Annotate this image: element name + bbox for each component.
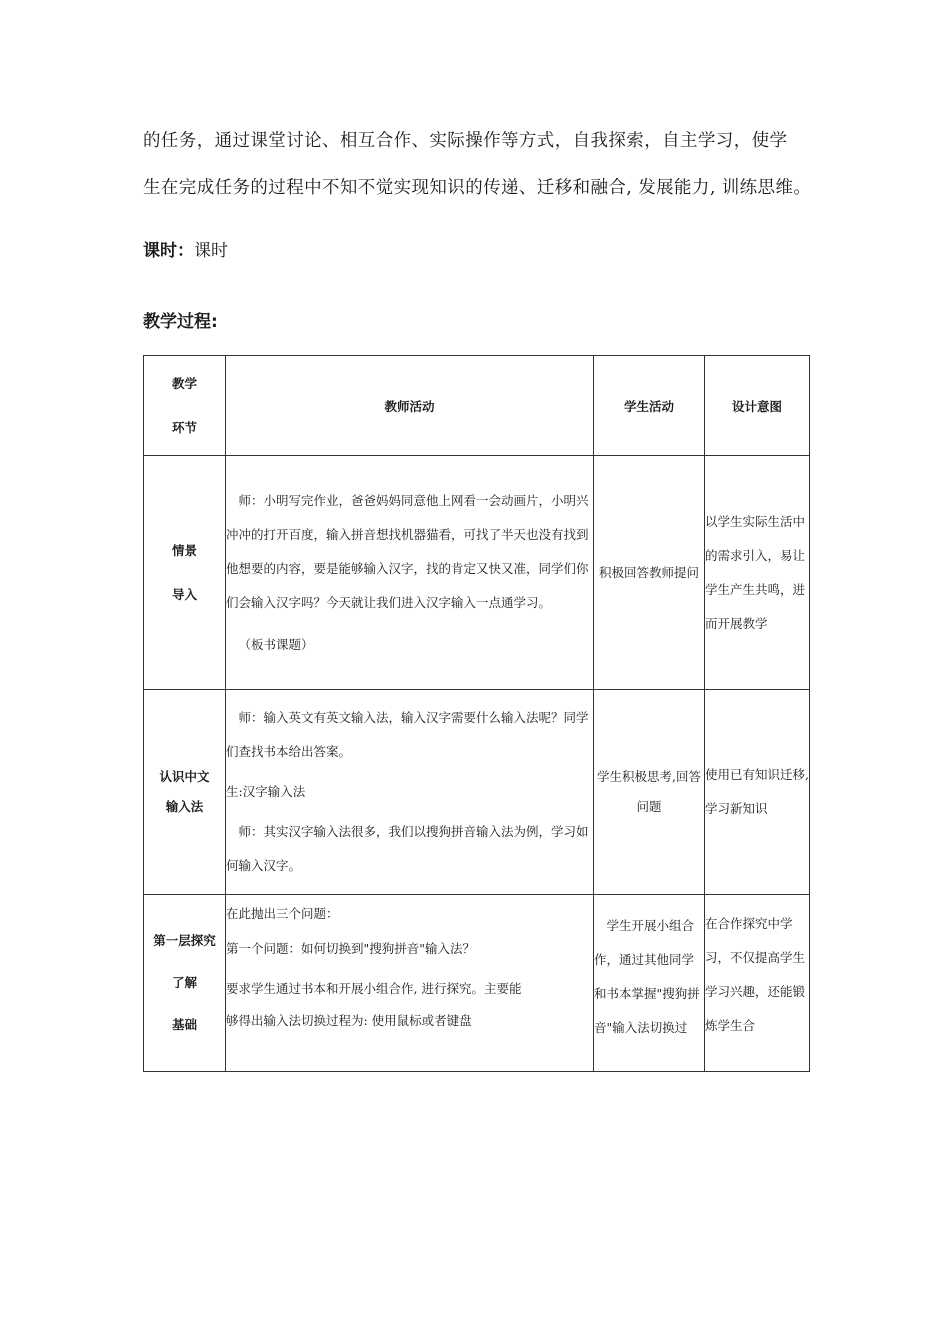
header-stage xyxy=(144,356,226,456)
table-row xyxy=(144,690,810,895)
stage-cell xyxy=(144,456,226,690)
header-design: 设计意图 xyxy=(705,356,810,456)
teaching-process-heading: 教学过程: xyxy=(143,312,218,332)
design-intent-cell: 以学生实际生活中的需求引入，易让学生产生共鸣，进而开展教学 xyxy=(705,456,810,690)
lesson-hours-label: 课时： xyxy=(143,241,194,261)
teacher-text: 生:汉字输入法 xyxy=(226,784,306,799)
student-activity-cell: 学生积极思考,回答问题 xyxy=(594,690,705,895)
lesson-hours-value: 课时 xyxy=(194,241,228,261)
stage-cell xyxy=(144,895,226,1072)
student-activity-cell: 学生开展小组合作，通过其他同学和书本掌握"搜狗拼音"输入法切换过 xyxy=(594,895,705,1072)
stage-line: 第一层探究 xyxy=(153,933,216,948)
stage-cell xyxy=(144,690,226,895)
table-row xyxy=(144,895,810,1072)
teacher-activity-cell xyxy=(226,690,594,895)
intro-line: 的任务，通过课堂讨论、相互合作、实际操作等方式，自我探索，自主学习，使学 xyxy=(143,131,788,151)
lesson-hours xyxy=(143,236,228,261)
stage-line: 导入 xyxy=(171,586,197,602)
teacher-text: 师：其实汉字输入法很多，我们以搜狗拼音输入法为例，学习如何输入汉字。 xyxy=(226,824,589,873)
teacher-activity-cell xyxy=(226,895,594,1072)
teacher-activity-cell xyxy=(226,456,594,690)
teacher-text: 第一个问题：如何切换到"搜狗拼音"输入法？ xyxy=(226,941,475,956)
teacher-text: （板书课题） xyxy=(238,636,314,652)
teacher-text: 够得出输入法切换过程为: 使用鼠标或者键盘 xyxy=(226,1013,472,1028)
stage-line: 基础 xyxy=(171,1017,197,1032)
lesson-table xyxy=(143,355,810,1072)
teacher-text: 师：小明写完作业，爸爸妈妈同意他上网看一会动画片，小明兴冲冲的打开百度，输入拼音想找机器猫看，可找了半天也没有找到他想要的内容，要是能够输入汉字，找的肯定又快又准，同学们你们会输入汉字吗？今天就让我们进入汉字输入一点通学习。 xyxy=(226,492,589,610)
stage-line: 情景 xyxy=(171,542,197,558)
header-stage-line: 环节 xyxy=(171,419,197,435)
design-intent-cell: 在合作探究中学习，不仅提高学生学习兴趣，还能锻炼学生合 xyxy=(705,895,810,1072)
header-student: 学生活动 xyxy=(594,356,705,456)
header-stage-line: 教学 xyxy=(171,375,197,391)
intro-paragraph xyxy=(143,118,813,212)
teacher-text: 在此抛出三个问题： xyxy=(226,906,339,921)
stage-line: 输入法 xyxy=(165,799,204,814)
intro-line: 生在完成任务的过程中不知不觉实现知识的传递、迁移和融合, 发展能力, 训练思维。 xyxy=(143,178,812,198)
table-header-row xyxy=(144,356,810,456)
table-row xyxy=(144,456,810,690)
header-teacher: 教师活动 xyxy=(226,356,594,456)
teacher-text: 要求学生通过书本和开展小组合作, 进行探究。主要能 xyxy=(226,981,522,996)
stage-line: 认识中文 xyxy=(159,769,210,784)
student-activity-cell: 积极回答教师提问 xyxy=(594,456,705,690)
teacher-text: 师：输入英文有英文输入法，输入汉字需要什么输入法呢？同学们查找书本给出答案。 xyxy=(226,710,589,759)
design-intent-cell: 使用已有知识迁移, 学习新知识 xyxy=(705,690,810,895)
stage-line: 了解 xyxy=(171,975,197,990)
